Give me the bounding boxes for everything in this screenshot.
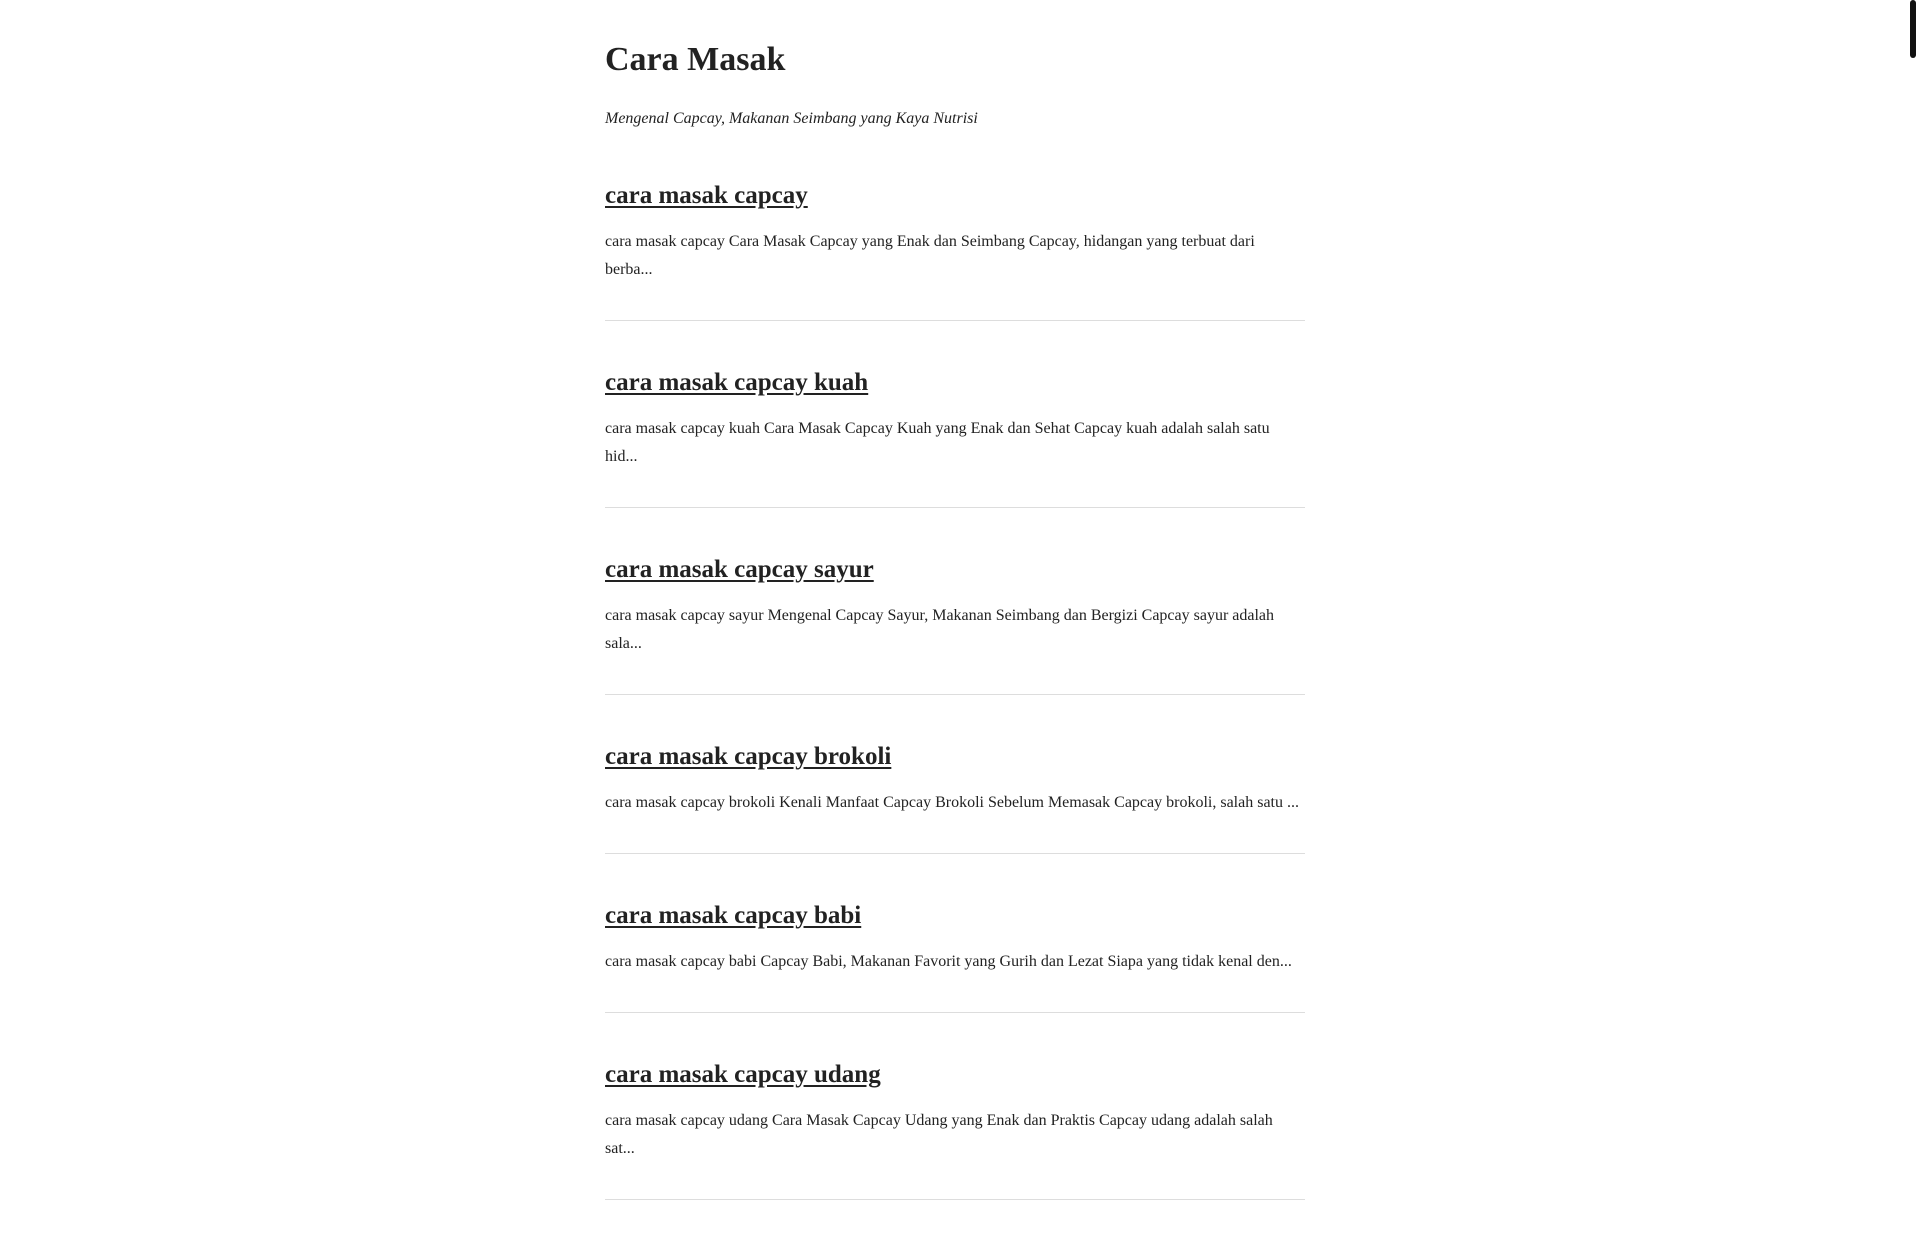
post-title-link[interactable]: cara masak capcay brokoli bbox=[605, 743, 892, 770]
post-title-link[interactable]: cara masak capcay babi bbox=[605, 902, 862, 929]
post-excerpt: cara masak capcay brokoli Kenali Manfaat Capcay Brokoli Sebelum Memasak Capcay brokoli, salah satu ... bbox=[605, 794, 1299, 811]
site-tagline: Mengenal Capcay, Makanan Seimbang yang Kaya Nutrisi bbox=[605, 110, 978, 127]
post-item bbox=[605, 367, 1305, 508]
post-item bbox=[605, 180, 1305, 321]
scrollbar-thumb[interactable] bbox=[1910, 0, 1916, 58]
post-title-link[interactable]: cara masak capcay udang bbox=[605, 1061, 881, 1088]
post-excerpt: cara masak capcay sayur Mengenal Capcay Sayur, Makanan Seimbang dan Bergizi Capcay sayur adalah sala... bbox=[605, 607, 1275, 652]
post-item bbox=[605, 1059, 1305, 1200]
post-item bbox=[605, 554, 1305, 695]
post-excerpt: cara masak capcay kuah Cara Masak Capcay Kuah yang Enak dan Sehat Capcay kuah adalah salah satu hid... bbox=[605, 420, 1270, 465]
post-title-link[interactable]: cara masak capcay kuah bbox=[605, 369, 869, 396]
main-content bbox=[605, 0, 1305, 1246]
post-excerpt: cara masak capcay babi Capcay Babi, Makanan Favorit yang Gurih dan Lezat Siapa yang tidak kenal den... bbox=[605, 953, 1292, 970]
post-title-link[interactable]: cara masak capcay sayur bbox=[605, 556, 874, 583]
post-list bbox=[605, 180, 1305, 1200]
post-item bbox=[605, 741, 1305, 854]
post-excerpt: cara masak capcay Cara Masak Capcay yang Enak dan Seimbang Capcay, hidangan yang terbuat dari berba... bbox=[605, 233, 1255, 278]
vertical-scrollbar[interactable] bbox=[1906, 0, 1920, 1080]
post-excerpt: cara masak capcay udang Cara Masak Capcay Udang yang Enak dan Praktis Capcay udang adalah salah sat... bbox=[605, 1112, 1273, 1157]
post-item bbox=[605, 900, 1305, 1013]
post-title-link[interactable]: cara masak capcay bbox=[605, 182, 808, 209]
site-title[interactable]: Cara Masak bbox=[605, 41, 786, 78]
